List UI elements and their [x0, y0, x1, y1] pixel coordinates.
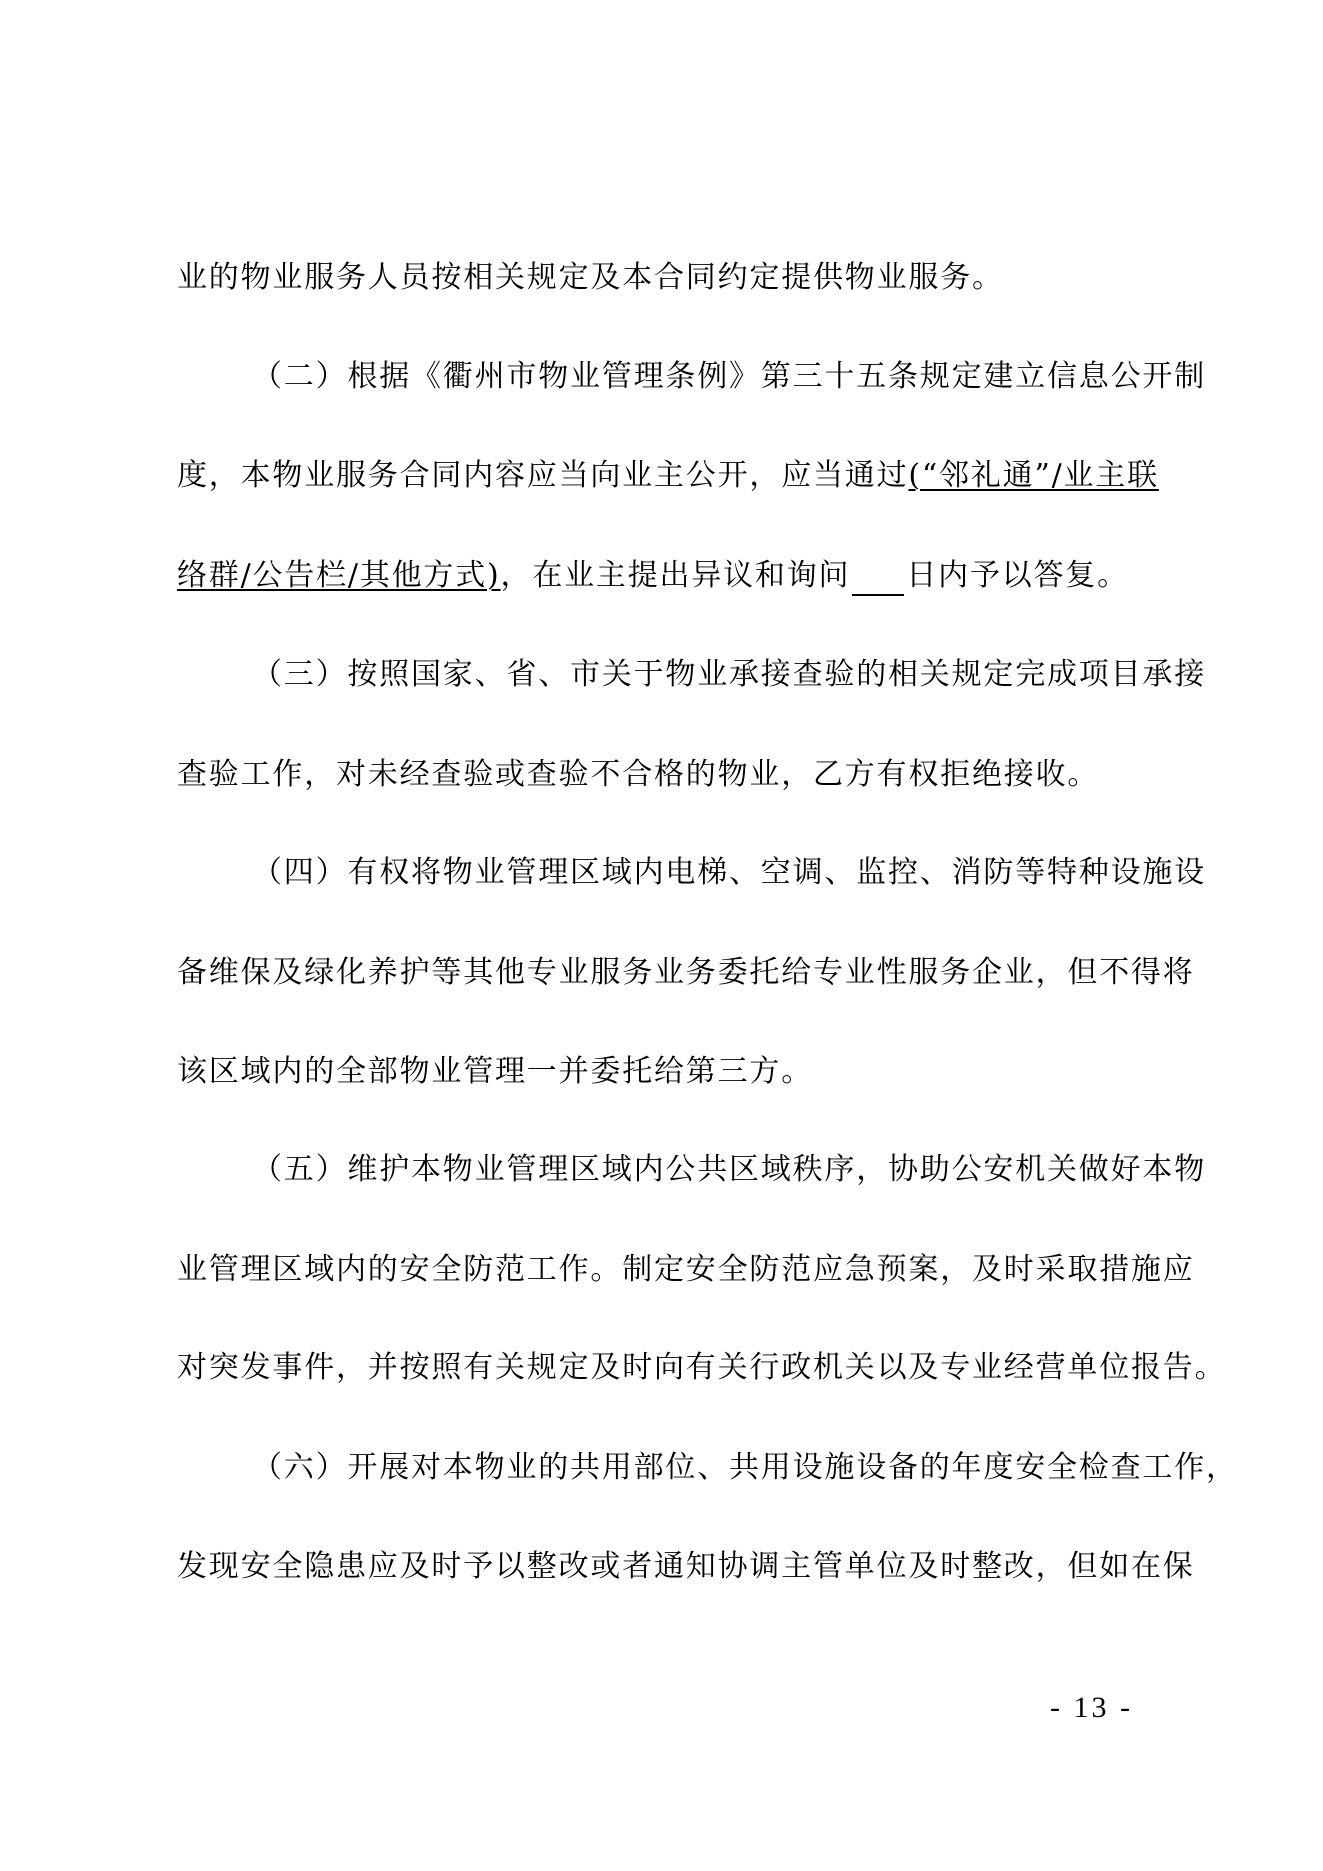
- fill-blank: [852, 564, 904, 596]
- paragraph-line: （五）维护本物业管理区域内公共区域秩序，协助公安机关做好本物: [252, 1152, 1206, 1187]
- paragraph-line: 该区域内的全部物业管理一并委托给第三方。: [177, 1054, 813, 1089]
- paragraph-line: 对突发事件，并按照有关规定及时向有关行政机关以及专业经营单位报告。: [177, 1350, 1227, 1385]
- paragraph-line: （六）开展对本物业的共用部位、共用设施设备的年度安全检查工作，: [252, 1450, 1238, 1485]
- paragraph-line: 发现安全隐患应及时予以整改或者通知协调主管单位及时整改，但如在保: [177, 1549, 1195, 1584]
- page-number: - 13 -: [1050, 1691, 1133, 1724]
- paragraph-line: 业管理区域内的安全防范工作。制定安全防范应急预案，及时采取措施应: [177, 1252, 1195, 1287]
- underlined-text: (“邻礼通”/业主联: [908, 458, 1159, 493]
- paragraph-line: （四）有权将物业管理区域内电梯、空调、监控、消防等特种设施设: [252, 855, 1206, 890]
- text-segment: ，在业主提出异议和询问: [500, 558, 851, 593]
- paragraph-line: （二）根据《衢州市物业管理条例》第三十五条规定建立信息公开制: [252, 359, 1206, 394]
- underlined-text: 络群/公告栏/其他方式): [177, 558, 501, 593]
- text-segment: 日内予以答复。: [906, 558, 1129, 593]
- paragraph-line: 备维保及绿化养护等其他专业服务业务委托给专业性服务企业，但不得将: [177, 955, 1195, 990]
- paragraph-line: 业的物业服务人员按相关规定及本合同约定提供物业服务。: [177, 260, 1004, 295]
- paragraph-line: （三）按照国家、省、市关于物业承接查验的相关规定完成项目承接: [252, 657, 1206, 692]
- text-segment: 度，本物业服务合同内容应当向业主公开，应当通过: [177, 458, 909, 493]
- paragraph-line: 查验工作，对未经查验或查验不合格的物业，乙方有权拒绝接收。: [177, 757, 1100, 792]
- paragraph-line: [177, 456, 1162, 496]
- paragraph-line: [177, 556, 1162, 596]
